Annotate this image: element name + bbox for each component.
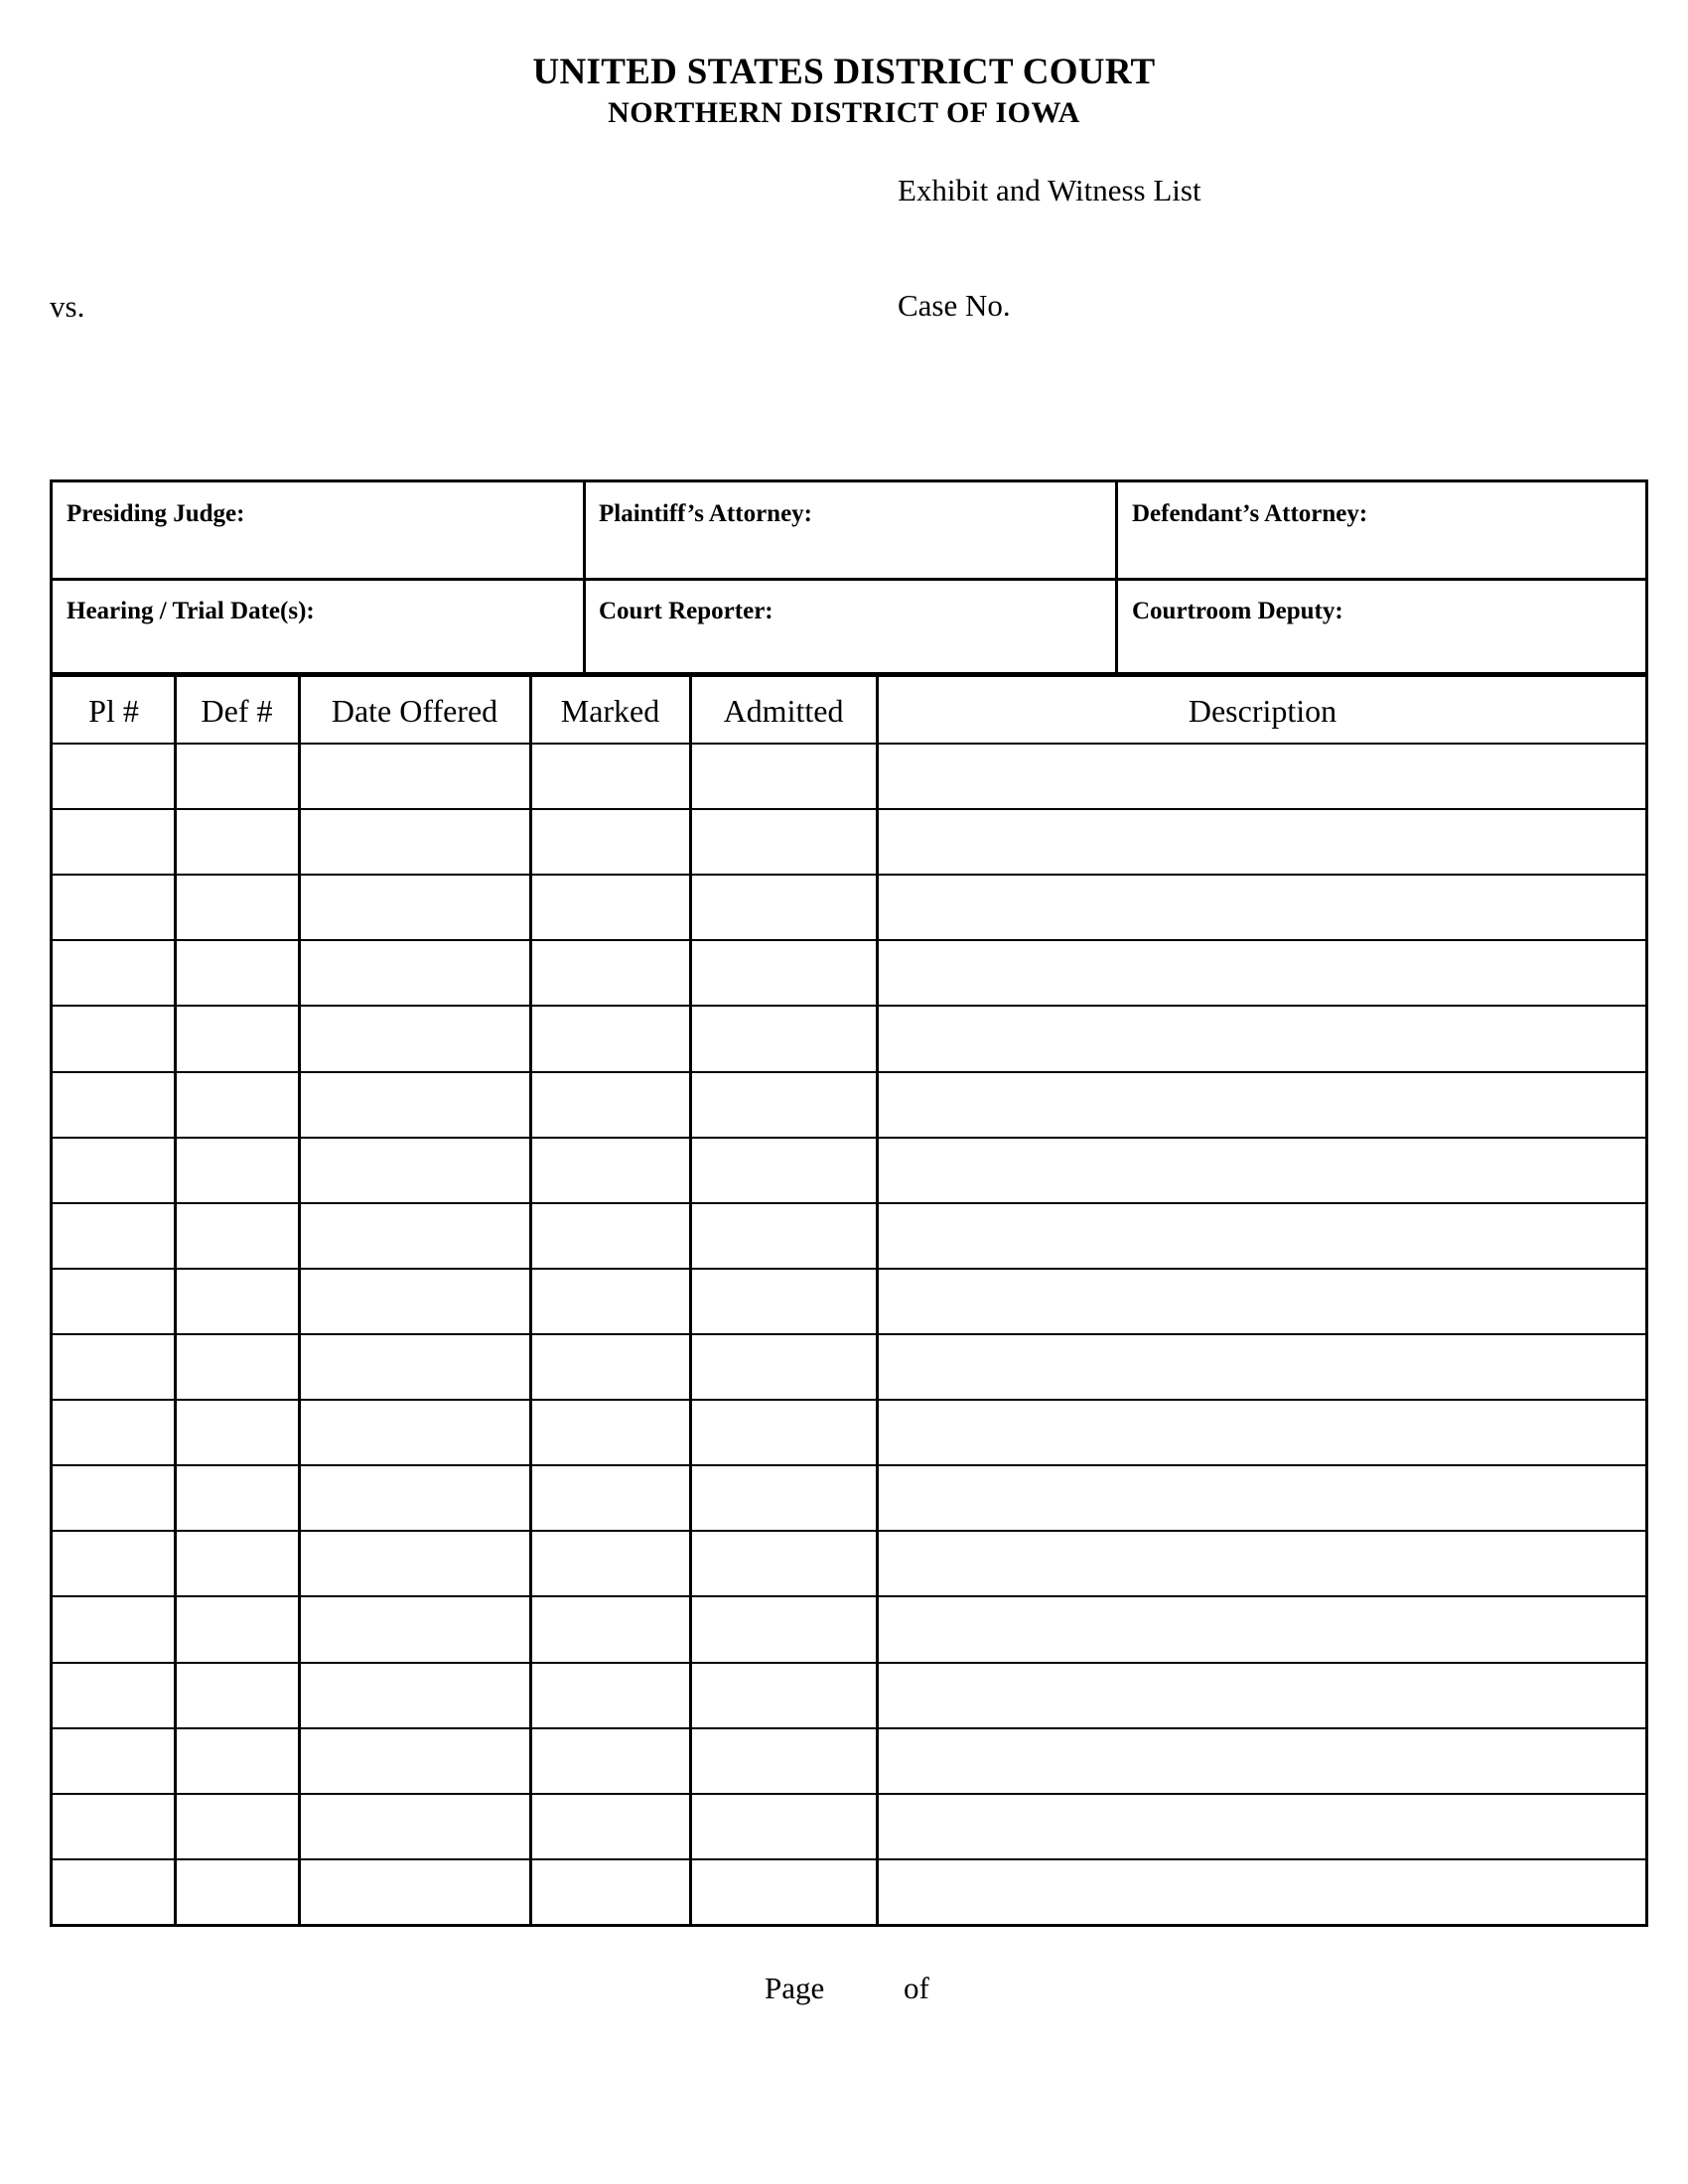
table-cell[interactable] <box>56 1007 173 1069</box>
table-cell[interactable] <box>178 1597 297 1660</box>
column-divider <box>174 677 177 1924</box>
column-header-marked: Marked <box>560 693 660 729</box>
table-cell[interactable] <box>693 1073 875 1136</box>
table-cell[interactable] <box>178 1795 297 1857</box>
table-cell[interactable] <box>56 1597 173 1660</box>
table-cell[interactable] <box>533 745 688 807</box>
table-cell[interactable] <box>178 1729 297 1792</box>
table-cell[interactable] <box>880 1270 1643 1332</box>
table-cell[interactable] <box>693 876 875 938</box>
table-cell[interactable] <box>178 1335 297 1398</box>
table-cell[interactable] <box>693 941 875 1004</box>
table-cell[interactable] <box>178 1270 297 1332</box>
table-cell[interactable] <box>56 1729 173 1792</box>
table-cell[interactable] <box>533 941 688 1004</box>
table-cell[interactable] <box>693 1597 875 1660</box>
table-cell[interactable] <box>880 1007 1643 1069</box>
table-cell[interactable] <box>693 1729 875 1792</box>
table-cell[interactable] <box>302 876 528 938</box>
table-cell[interactable] <box>56 1664 173 1726</box>
table-cell[interactable] <box>880 1664 1643 1726</box>
table-cell[interactable] <box>178 1073 297 1136</box>
table-cell[interactable] <box>56 1270 173 1332</box>
column-divider <box>529 677 532 1924</box>
table-cell[interactable] <box>880 810 1643 873</box>
table-cell[interactable] <box>880 1729 1643 1792</box>
defendants-attorney-field[interactable]: Defendant’s Attorney: <box>1132 500 1368 527</box>
table-cell[interactable] <box>693 745 875 807</box>
table-cell[interactable] <box>693 1532 875 1594</box>
info-divider <box>53 578 1645 581</box>
column-header-date-offered: Date Offered <box>331 693 498 729</box>
table-cell[interactable] <box>693 1860 875 1923</box>
table-cell[interactable] <box>302 1007 528 1069</box>
table-cell[interactable] <box>533 1860 688 1923</box>
table-cell[interactable] <box>880 1795 1643 1857</box>
table-cell[interactable] <box>302 1860 528 1923</box>
table-cell[interactable] <box>302 1270 528 1332</box>
table-cell[interactable] <box>178 1007 297 1069</box>
table-cell[interactable] <box>56 1795 173 1857</box>
table-cell[interactable] <box>178 941 297 1004</box>
table-cell[interactable] <box>302 745 528 807</box>
column-divider <box>876 677 879 1924</box>
table-cell[interactable] <box>302 1204 528 1267</box>
table-cell[interactable] <box>302 1401 528 1463</box>
table-cell[interactable] <box>693 810 875 873</box>
table-cell[interactable] <box>178 1664 297 1726</box>
table-cell[interactable] <box>693 1664 875 1726</box>
table-cell[interactable] <box>693 1466 875 1529</box>
hearing-dates-field[interactable]: Hearing / Trial Date(s): <box>67 598 315 624</box>
table-cell[interactable] <box>302 1532 528 1594</box>
table-cell[interactable] <box>880 1597 1643 1660</box>
table-cell[interactable] <box>880 1401 1643 1463</box>
table-cell[interactable] <box>302 1466 528 1529</box>
table-cell[interactable] <box>533 1335 688 1398</box>
table-cell[interactable] <box>178 745 297 807</box>
table-cell[interactable] <box>533 1466 688 1529</box>
table-cell[interactable] <box>693 1270 875 1332</box>
table-cell[interactable] <box>693 1139 875 1201</box>
table-cell[interactable] <box>533 1139 688 1201</box>
table-cell[interactable] <box>693 1401 875 1463</box>
case-number-label: Case No. <box>898 288 1011 323</box>
district-title: NORTHERN DISTRICT OF IOWA <box>608 96 1080 129</box>
courtroom-deputy-field[interactable]: Courtroom Deputy: <box>1132 598 1343 624</box>
table-cell[interactable] <box>880 1139 1643 1201</box>
table-cell[interactable] <box>880 745 1643 807</box>
table-cell[interactable] <box>533 1532 688 1594</box>
table-cell[interactable] <box>56 1466 173 1529</box>
court-reporter-field[interactable]: Court Reporter: <box>599 598 774 624</box>
table-cell[interactable] <box>302 1335 528 1398</box>
table-cell[interactable] <box>56 1204 173 1267</box>
table-cell[interactable] <box>56 941 173 1004</box>
table-cell[interactable] <box>533 1204 688 1267</box>
table-cell[interactable] <box>880 1860 1643 1923</box>
table-cell[interactable] <box>178 810 297 873</box>
table-cell[interactable] <box>693 1795 875 1857</box>
table-cell[interactable] <box>56 1532 173 1594</box>
list-title: Exhibit and Witness List <box>898 173 1201 207</box>
table-cell[interactable] <box>56 1335 173 1398</box>
column-header-admitted: Admitted <box>723 693 844 729</box>
table-cell[interactable] <box>56 876 173 938</box>
table-cell[interactable] <box>302 1073 528 1136</box>
table-cell[interactable] <box>56 1073 173 1136</box>
table-cell[interactable] <box>56 1139 173 1201</box>
table-cell[interactable] <box>178 1401 297 1463</box>
table-cell[interactable] <box>56 745 173 807</box>
table-cell[interactable] <box>693 1007 875 1069</box>
table-cell[interactable] <box>56 1860 173 1923</box>
presiding-judge-field[interactable]: Presiding Judge: <box>67 500 245 527</box>
table-cell[interactable] <box>178 1532 297 1594</box>
table-cell[interactable] <box>693 1335 875 1398</box>
table-cell[interactable] <box>56 1401 173 1463</box>
table-cell[interactable] <box>178 1204 297 1267</box>
table-cell[interactable] <box>880 1532 1643 1594</box>
case-info-box <box>50 479 1648 675</box>
table-cell[interactable] <box>880 1204 1643 1267</box>
table-cell[interactable] <box>302 941 528 1004</box>
exhibit-table <box>50 674 1648 1927</box>
plaintiffs-attorney-field[interactable]: Plaintiff’s Attorney: <box>599 500 812 527</box>
table-cell[interactable] <box>302 1597 528 1660</box>
table-cell[interactable] <box>302 1664 528 1726</box>
table-cell[interactable] <box>302 810 528 873</box>
table-cell[interactable] <box>533 1401 688 1463</box>
page-label: Page <box>765 1971 825 2005</box>
table-cell[interactable] <box>56 810 173 873</box>
table-cell[interactable] <box>178 1139 297 1201</box>
table-cell[interactable] <box>533 1073 688 1136</box>
table-cell[interactable] <box>178 1466 297 1529</box>
table-cell[interactable] <box>533 1007 688 1069</box>
column-header-def: Def # <box>201 693 273 729</box>
column-header-pl: Pl # <box>88 693 139 729</box>
table-cell[interactable] <box>302 1795 528 1857</box>
table-cell[interactable] <box>880 876 1643 938</box>
table-cell[interactable] <box>880 1335 1643 1398</box>
table-cell[interactable] <box>302 1729 528 1792</box>
table-cell[interactable] <box>533 1664 688 1726</box>
page-of-label: of <box>904 1971 929 2005</box>
table-cell[interactable] <box>533 810 688 873</box>
table-cell[interactable] <box>880 941 1643 1004</box>
table-cell[interactable] <box>880 1466 1643 1529</box>
column-divider <box>689 677 692 1924</box>
column-header-description: Description <box>1188 693 1337 729</box>
table-cell[interactable] <box>533 876 688 938</box>
table-cell[interactable] <box>533 1795 688 1857</box>
court-title: UNITED STATES DISTRICT COURT <box>532 52 1156 92</box>
table-cell[interactable] <box>533 1597 688 1660</box>
table-cell[interactable] <box>302 1139 528 1201</box>
versus-label: vs. <box>50 289 85 324</box>
table-cell[interactable] <box>178 876 297 938</box>
table-cell[interactable] <box>533 1270 688 1332</box>
table-cell[interactable] <box>880 1073 1643 1136</box>
table-cell[interactable] <box>693 1204 875 1267</box>
table-cell[interactable] <box>533 1729 688 1792</box>
table-cell[interactable] <box>178 1860 297 1923</box>
column-divider <box>298 677 301 1924</box>
